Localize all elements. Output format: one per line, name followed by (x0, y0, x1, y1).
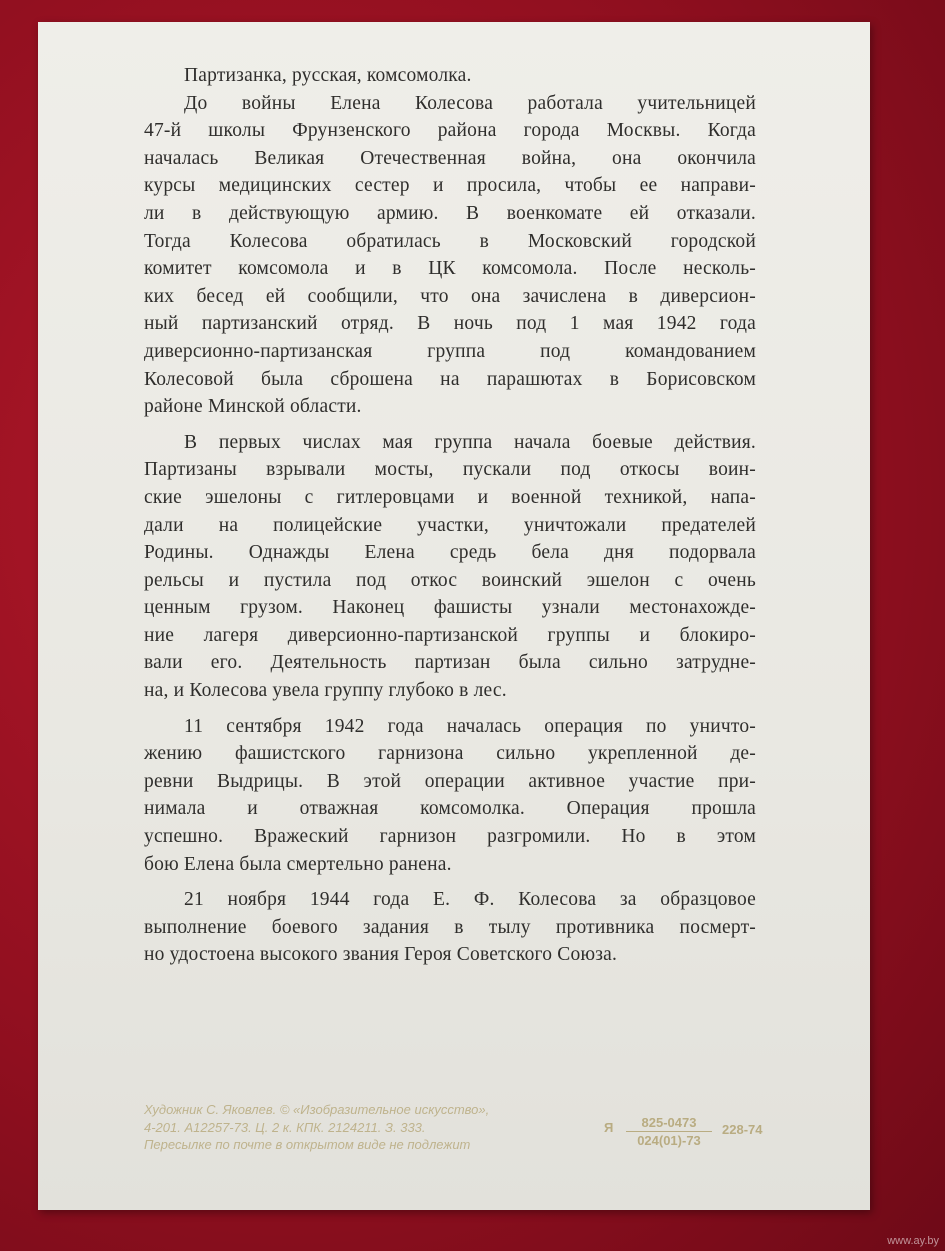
text-line: ценным грузом. Наконец фашисты узнали местонахожде- (144, 597, 756, 619)
text-line: но удостоена высокого звания Героя Советского Союза. (144, 944, 618, 966)
text-line: успешно. Вражеский гарнизон разгромили. Но в этом (144, 826, 756, 848)
code-denominator: 024(01)-73 (637, 1133, 701, 1148)
text-line: 11 сентября 1942 года началась операция по уничто- (184, 715, 756, 737)
code-letter: Я (604, 1120, 614, 1135)
text-line: Тогда Колесова обратилась в Московский городской (144, 230, 756, 252)
text-line: курсы медицинских сестер и просила, чтобы ее направи- (144, 175, 756, 197)
text-line: комитет комсомола и в ЦК комсомола. После несколь- (144, 258, 756, 280)
text-line: До войны Елена Колесова работала учительницей (184, 92, 756, 114)
text-line: дали на полицейские участки, уничтожали предателей (144, 514, 756, 536)
postcard-back (38, 22, 870, 1210)
paragraph-operation (144, 713, 756, 879)
paragraph-combat (144, 429, 756, 705)
text-line: 47-й школы Фрунзенского района города Москвы. Когда (144, 120, 756, 142)
text-line: Партизанка, русская, комсомолка. (184, 65, 472, 86)
text-line: ские эшелоны с гитлеровцами и военной техникой, напа- (144, 486, 756, 508)
text-line: на, и Колесова увела группу глубоко в лес. (144, 680, 507, 702)
text-line: бою Елена была смертельно ранена. (144, 853, 452, 875)
code-fraction (626, 1115, 712, 1148)
text-line: районе Минской области. (144, 396, 362, 418)
text-line: нимала и отважная комсомолка. Операция прошла (144, 798, 756, 820)
text-line: ревни Выдрицы. В этой операции активное участие при- (144, 770, 756, 792)
text-line: вали его. Деятельность партизан была сильно затрудне- (144, 652, 756, 674)
text-line: жению фашистского гарнизона сильно укрепленной де- (144, 743, 756, 765)
biography-text (144, 62, 756, 969)
text-line: началась Великая Отечественная война, она окончила (144, 147, 756, 169)
text-line: В первых числах мая группа начала боевые действия. (184, 431, 756, 453)
paragraph-intro (144, 62, 756, 90)
paragraph-prewar (144, 90, 756, 421)
text-line: диверсионно-партизанская группа под командованием (144, 340, 756, 362)
paragraph-award (144, 886, 756, 969)
text-line: рельсы и пустила под откос воинский эшелон с очень (144, 569, 756, 591)
imprint-catalog-line: 4-201. А12257-73. Ц. 2 к. КПК. 2124211. З. 333. (144, 1119, 426, 1135)
text-line: Партизаны взрывали мосты, пускали под откосы воин- (144, 459, 756, 481)
text-line: ких бесед ей сообщили, что она зачислена в диверсион- (144, 285, 756, 307)
text-line: 21 ноября 1944 года Е. Ф. Колесова за образцовое (184, 889, 756, 911)
text-line: Колесовой была сброшена на парашютах в Борисовском (144, 368, 756, 390)
site-watermark: www.ay.by (887, 1235, 939, 1247)
imprint-artist-line: Художник С. Яковлев. © «Изобразительное искусство», (144, 1102, 490, 1117)
text-line: ный партизанский отряд. В ночь под 1 мая 1942 года (144, 313, 756, 335)
text-line: выполнение боевого задания в тылу противника посмерт- (144, 916, 756, 938)
text-line: ние лагеря диверсионно-партизанской группы и блокиро- (144, 624, 756, 646)
code-numerator: 825-0473 (641, 1115, 697, 1130)
imprint-mailing-note: Пересылке по почте в открытом виде не подлежит (144, 1137, 471, 1152)
text-line: ли в действующую армию. В военкомате ей отказали. (144, 202, 756, 224)
fraction-bar (626, 1131, 712, 1132)
code-side: 228-74 (722, 1122, 763, 1137)
text-line: Родины. Однажды Елена средь бела дня подорвала (144, 542, 756, 564)
